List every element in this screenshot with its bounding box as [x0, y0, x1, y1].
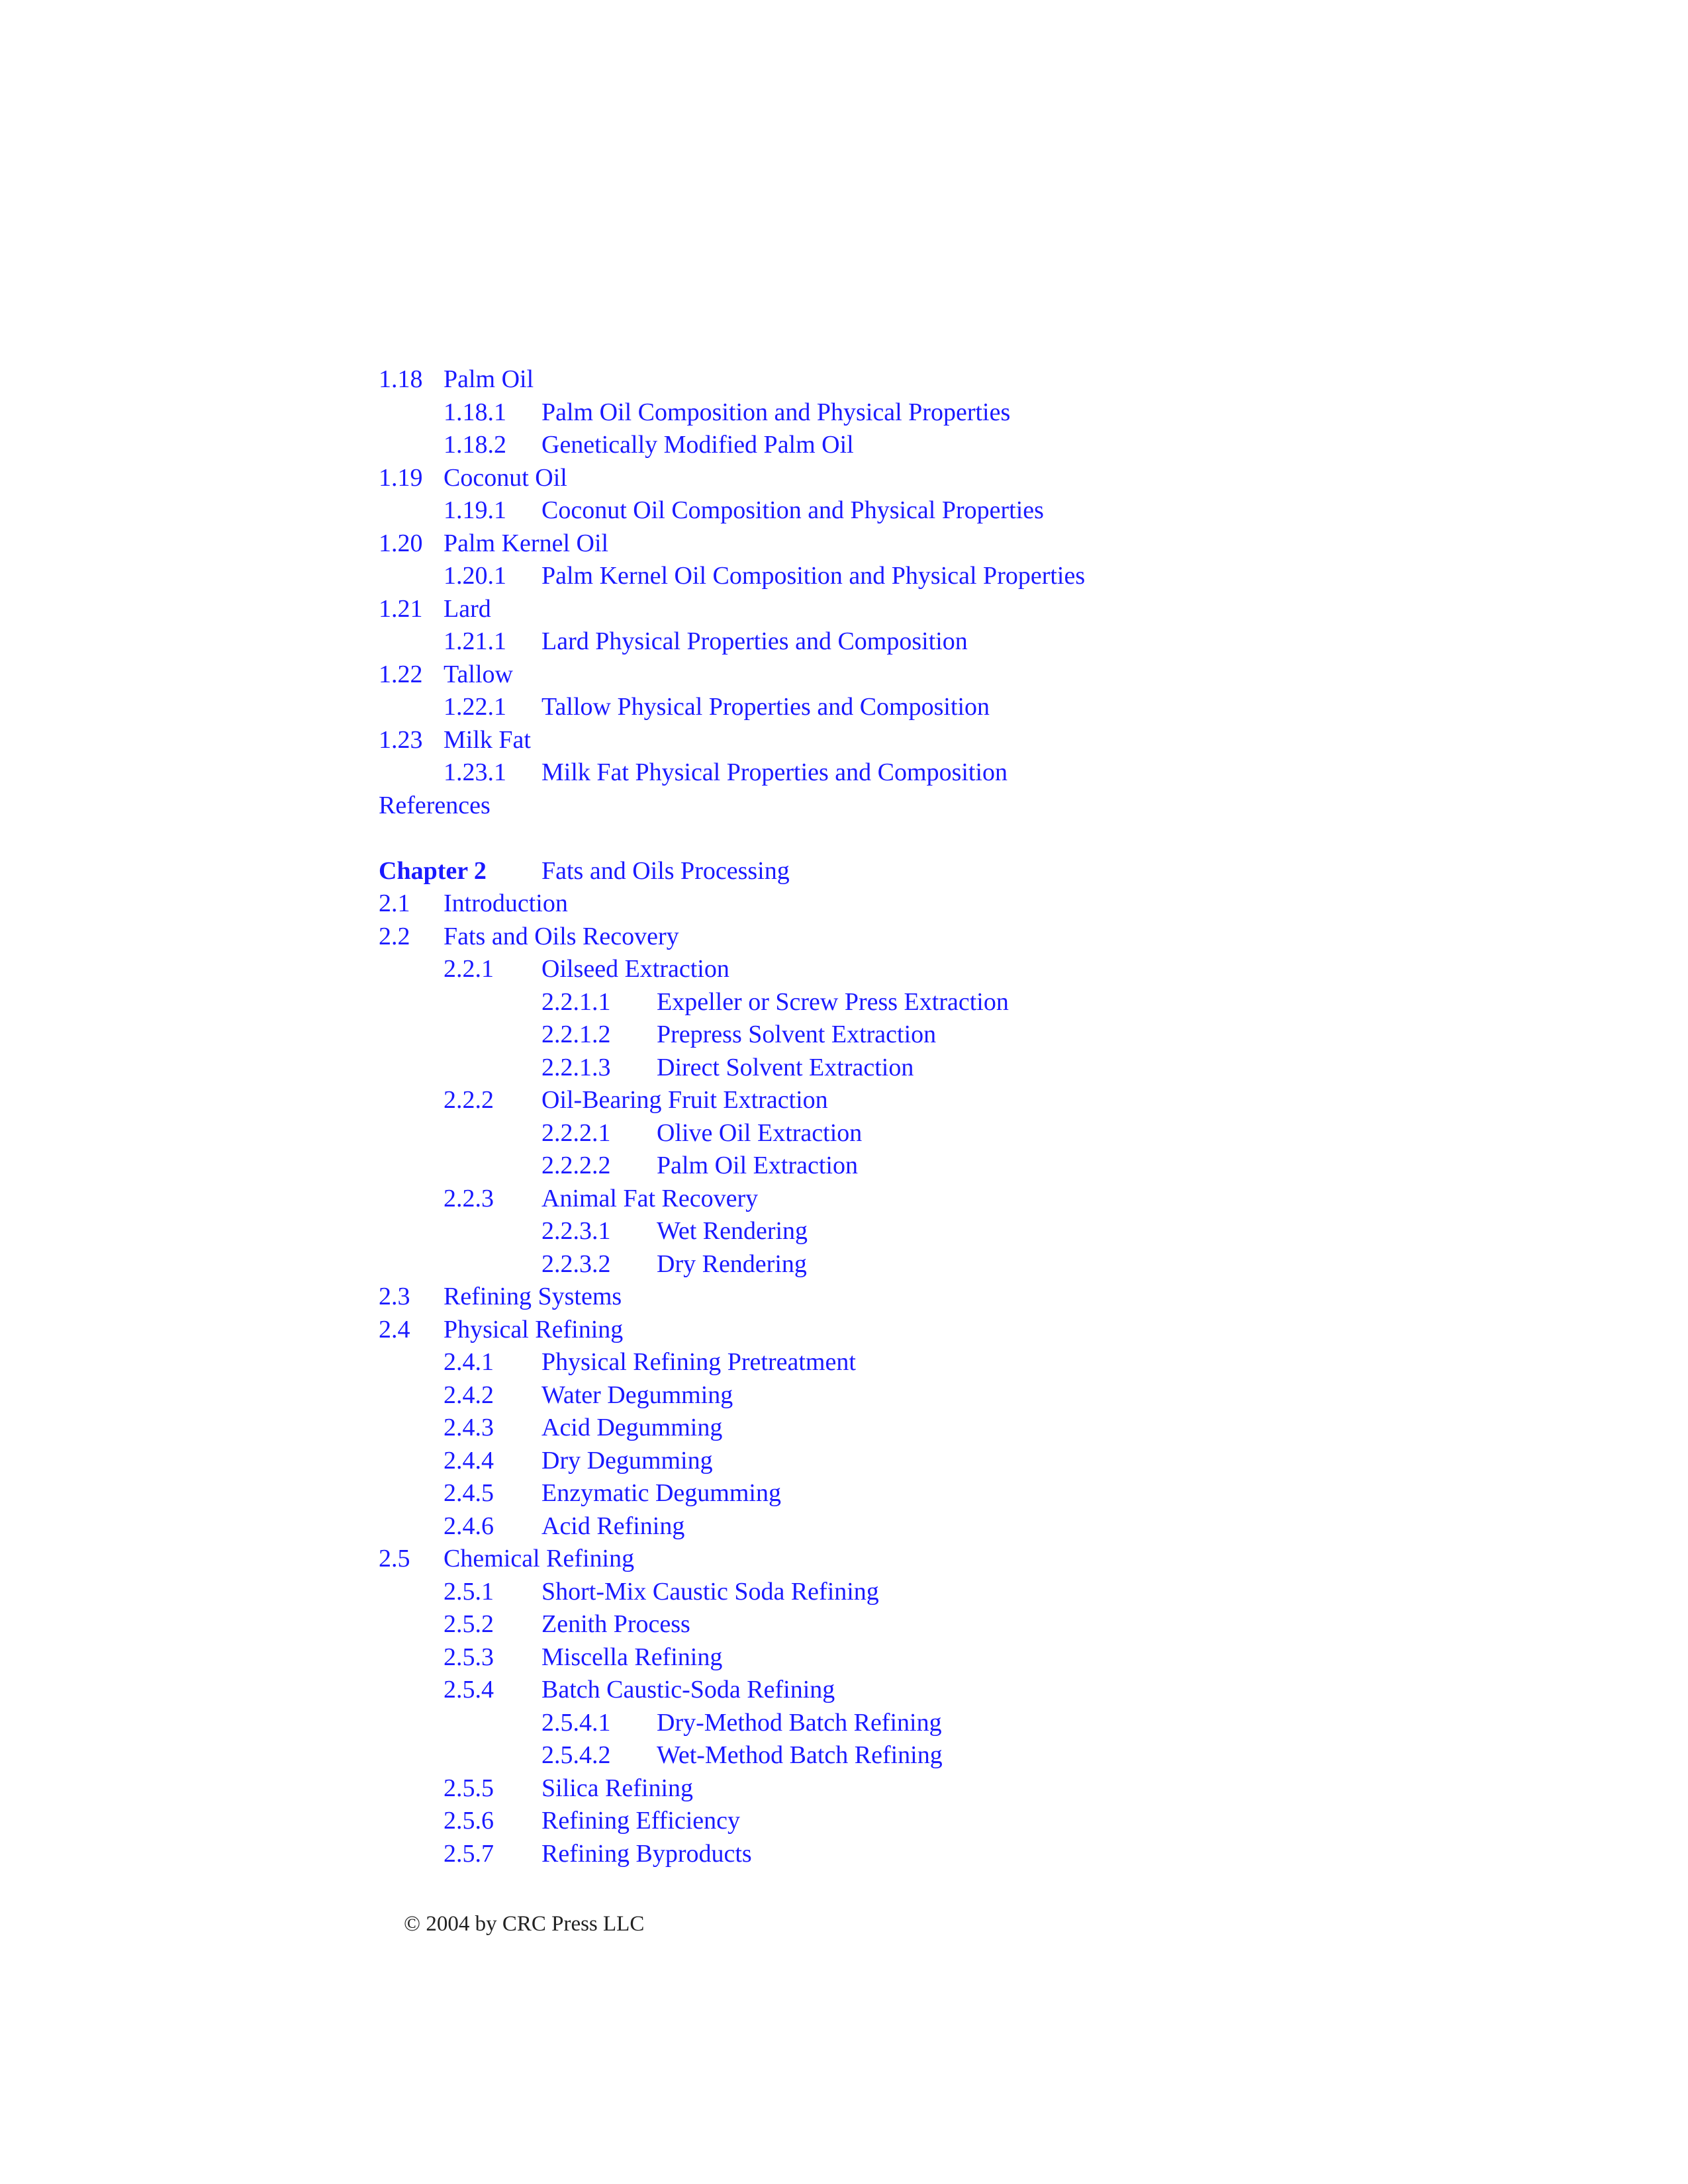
toc-entry-title[interactable]: Milk Fat Physical Properties and Composition	[541, 758, 1008, 786]
toc-entry-title[interactable]: Batch Caustic-Soda Refining	[541, 1676, 835, 1704]
toc-entry-title[interactable]: Dry Degumming	[541, 1447, 713, 1475]
toc-entry-title[interactable]: Chemical Refining	[444, 1545, 635, 1572]
toc-entry-number: 2.4.5	[444, 1479, 494, 1507]
toc-entry-number: 1.22.1	[444, 693, 506, 721]
toc-entry-title[interactable]: Water Degumming	[541, 1381, 733, 1409]
toc-entry-title[interactable]: Tallow	[444, 660, 513, 688]
toc-entry-number: 2.5.7	[444, 1840, 494, 1868]
toc-entry-number: 2.5.4	[444, 1676, 494, 1704]
toc-entry-number: 2.2.2	[444, 1086, 494, 1114]
toc-entry-number: 2.2.3.1	[541, 1217, 611, 1245]
toc-entry-title[interactable]: Palm Kernel Oil	[444, 529, 609, 557]
toc-entry-number: 2.2.2.1	[541, 1119, 611, 1147]
toc-entry-number: 2.5	[379, 1545, 410, 1572]
toc-entry-title[interactable]: Lard Physical Properties and Composition	[541, 627, 968, 655]
toc-entry-title[interactable]: Palm Kernel Oil Composition and Physical Properties	[541, 562, 1086, 590]
toc-entry-number: 2.5.5	[444, 1774, 494, 1802]
toc-entry-title[interactable]: Fats and Oils Processing	[541, 857, 790, 885]
toc-entry-number: 1.19	[379, 464, 423, 492]
toc-entry-title[interactable]: Enzymatic Degumming	[541, 1479, 781, 1507]
toc-entry-number: 2.2.3.2	[541, 1250, 611, 1278]
toc-entry-number: 1.19.1	[444, 496, 506, 524]
toc-entry-number: 2.4.2	[444, 1381, 494, 1409]
toc-entry-title[interactable]: References	[379, 792, 491, 819]
toc-entry-number: 2.4.3	[444, 1414, 494, 1441]
toc-entry-title[interactable]: Zenith Process	[541, 1610, 690, 1638]
toc-entry-title[interactable]: Physical Refining	[444, 1316, 624, 1343]
toc-entry-number: 1.20.1	[444, 562, 506, 590]
toc-entry-title[interactable]: Refining Byproducts	[541, 1840, 752, 1868]
toc-entry-title[interactable]: Wet-Method Batch Refining	[657, 1741, 943, 1769]
toc-entry-number: 2.2.2.2	[541, 1152, 611, 1179]
toc-entry-number: 1.18	[379, 365, 423, 393]
toc-entry-number: 2.1	[379, 889, 410, 917]
toc-entry-title[interactable]: Silica Refining	[541, 1774, 694, 1802]
toc-entry-title[interactable]: Physical Refining Pretreatment	[541, 1348, 856, 1376]
copyright-footer: © 2004 by CRC Press LLC	[404, 1912, 645, 1936]
toc-entry-title[interactable]: Prepress Solvent Extraction	[657, 1021, 937, 1048]
toc-entry-title[interactable]: Acid Refining	[541, 1512, 685, 1540]
toc-entry-number: 1.18.2	[444, 431, 506, 459]
toc-entry-number: 1.21	[379, 595, 423, 623]
toc-entry-title[interactable]: Milk Fat	[444, 726, 531, 754]
toc-entry-number: 2.4.1	[444, 1348, 494, 1376]
toc-entry-title[interactable]: Olive Oil Extraction	[657, 1119, 863, 1147]
toc-entry-title[interactable]: Lard	[444, 595, 491, 623]
toc-entry-title[interactable]: Acid Degumming	[541, 1414, 723, 1441]
toc-entry-title[interactable]: Coconut Oil Composition and Physical Properties	[541, 496, 1044, 524]
toc-entry-number: 2.2.1.3	[541, 1054, 611, 1081]
toc-entry-number: Chapter 2	[379, 857, 487, 885]
toc-entry-number: 2.5.2	[444, 1610, 494, 1638]
toc-entry-number: 2.4	[379, 1316, 410, 1343]
toc-entry-number: 1.18.1	[444, 398, 506, 426]
toc-entry-number: 2.2.1	[444, 955, 494, 983]
toc-entry-number: 1.23.1	[444, 758, 506, 786]
toc-entry-title[interactable]: Oilseed Extraction	[541, 955, 729, 983]
toc-entry-title[interactable]: Wet Rendering	[657, 1217, 808, 1245]
toc-entry-title[interactable]: Miscella Refining	[541, 1643, 723, 1671]
toc-entry-title[interactable]: Refining Efficiency	[541, 1807, 741, 1835]
toc-entry-number: 2.2.3	[444, 1185, 494, 1212]
toc-entry-title[interactable]: Tallow Physical Properties and Composition	[541, 693, 990, 721]
toc-entry-title[interactable]: Direct Solvent Extraction	[657, 1054, 914, 1081]
toc-entry-title[interactable]: Introduction	[444, 889, 568, 917]
toc-entry-title[interactable]: Dry-Method Batch Refining	[657, 1709, 942, 1737]
toc-entry-number: 2.5.4.1	[541, 1709, 611, 1737]
toc-entry-number: 2.2.1.2	[541, 1021, 611, 1048]
toc-entry-number: 2.5.3	[444, 1643, 494, 1671]
toc-entry-number: 2.3	[379, 1283, 410, 1310]
toc-entry-title[interactable]: Palm Oil	[444, 365, 534, 393]
toc-entry-title[interactable]: Oil-Bearing Fruit Extraction	[541, 1086, 828, 1114]
toc-entry-number: 2.4.6	[444, 1512, 494, 1540]
toc-entry-number: 2.5.6	[444, 1807, 494, 1835]
toc-entry-number: 1.22	[379, 660, 423, 688]
toc-entry-number: 2.2	[379, 923, 410, 950]
toc-entry-title[interactable]: Short-Mix Caustic Soda Refining	[541, 1578, 879, 1606]
toc-entry-number: 1.21.1	[444, 627, 506, 655]
toc-entry-title[interactable]: Refining Systems	[444, 1283, 622, 1310]
toc-entry-title[interactable]: Coconut Oil	[444, 464, 567, 492]
toc-entry-title[interactable]: Fats and Oils Recovery	[444, 923, 679, 950]
toc-entry-number: 2.2.1.1	[541, 988, 611, 1016]
toc-entry-number: 1.23	[379, 726, 423, 754]
toc-entry-title[interactable]: Expeller or Screw Press Extraction	[657, 988, 1009, 1016]
toc-entry-number: 2.5.1	[444, 1578, 494, 1606]
toc-entry-number: 1.20	[379, 529, 423, 557]
toc-entry-title[interactable]: Genetically Modified Palm Oil	[541, 431, 854, 459]
toc-entry-title[interactable]: Palm Oil Composition and Physical Properties	[541, 398, 1011, 426]
toc-entry-number: 2.4.4	[444, 1447, 494, 1475]
toc-entry-number: 2.5.4.2	[541, 1741, 611, 1769]
toc-entry-title[interactable]: Animal Fat Recovery	[541, 1185, 759, 1212]
toc-entry-title[interactable]: Palm Oil Extraction	[657, 1152, 858, 1179]
toc-entry-title[interactable]: Dry Rendering	[657, 1250, 807, 1278]
